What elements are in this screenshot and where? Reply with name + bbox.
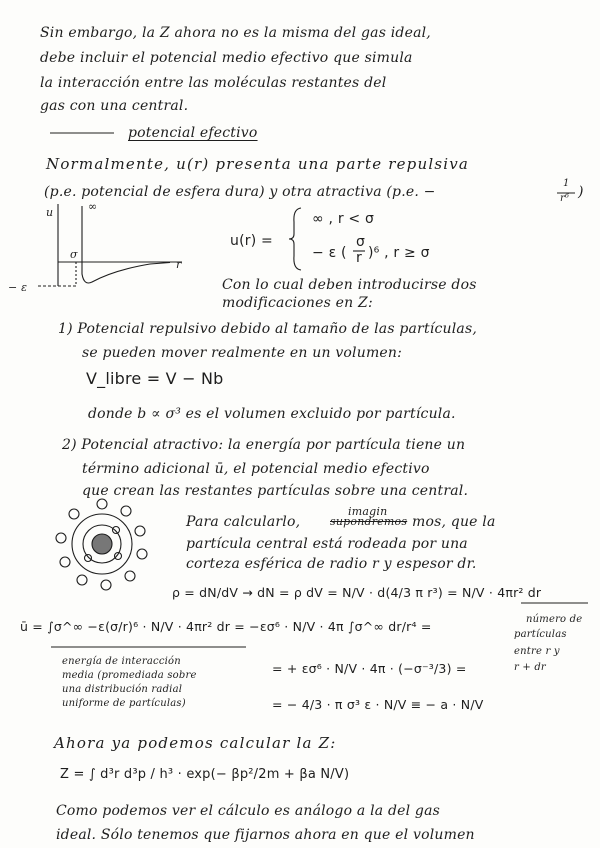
imagine-line-1-before: Para calcularlo, xyxy=(186,514,301,530)
item-1-line-1: 1) Potencial repulsivo debido al tamaño de las partículas, xyxy=(58,321,477,337)
piecewise-brace xyxy=(288,206,304,272)
modification-note-line-2: modificaciones en Z: xyxy=(222,295,373,311)
intro-line-1: Sin embargo, la Z ahora no es la misma del gas ideal, xyxy=(40,25,431,41)
energy-note-line-4: uniforme de partículas) xyxy=(62,698,186,709)
density-formula: ρ = dN/dV → dN = ρ dV = N/V · d(4/3 π r³) = N/V · 4πr² dr xyxy=(172,585,542,600)
ubar-underline xyxy=(50,644,250,650)
potential-formula-lhs: u(r) = xyxy=(230,233,273,249)
ubar-formula-line-3: = − 4/3 · π σ³ ε · N/V ≡ − a · N/V xyxy=(272,697,484,712)
item-1-line-2: se pueden mover realmente en un volumen: xyxy=(82,345,403,361)
graph-label-minus-epsilon: − ε xyxy=(8,281,28,294)
intro-line-4: gas con una central. xyxy=(40,98,189,114)
imagine-line-3: corteza esférica de radio r y espesor dr. xyxy=(186,556,477,572)
potential-formula-case-2-pre: − ε ( xyxy=(312,245,347,261)
graph-label-u: u xyxy=(46,206,54,219)
item-2-line-1: 2) Potencial atractivo: la energía por partícula tiene un xyxy=(62,437,466,453)
graph-label-r: r xyxy=(176,258,182,271)
item-2-line-2: término adicional ū, el potencial medio efectivo xyxy=(82,461,430,477)
energy-note-line-2: media (promediada sobre xyxy=(62,670,197,681)
heading-potencial-efectivo: potencial efectivo xyxy=(128,125,258,141)
conclusion-line-1: Como podemos ver el cálculo es análogo a la del gas xyxy=(56,803,441,819)
imagine-line-1-struck: supondremos xyxy=(330,515,408,528)
vlibre-formula: V_libre = V − Nb xyxy=(86,369,224,388)
density-note-line-4: r + dr xyxy=(514,662,546,673)
potential-formula-case-2-post: )⁶ , r ≥ σ xyxy=(368,245,430,261)
intro-line-3: la interacción entre las moléculas restantes del xyxy=(40,75,387,91)
potential-formula-case-1: ∞ , r < σ xyxy=(312,211,375,227)
energy-note-line-1: energía de interacción xyxy=(62,656,181,667)
now-calculate-z: Ahora ya podemos calcular la Z: xyxy=(54,734,337,752)
fraction-denominator: r⁶ xyxy=(560,193,570,204)
heading-dash xyxy=(48,128,118,138)
density-underline xyxy=(520,600,590,606)
density-note-line-1: número de xyxy=(526,614,583,625)
conclusion-line-2: ideal. Sólo tenemos que fijarnos ahora en que el volumen xyxy=(56,827,475,843)
energy-note-line-3: una distribución radial xyxy=(62,684,183,695)
ubar-formula-line-2: = + εσ⁶ · N/V · 4π · (−σ⁻³/3) = xyxy=(272,661,467,676)
density-note-line-2: partículas xyxy=(514,629,567,640)
potential-formula-case-2-num: σ xyxy=(356,234,366,250)
fraction-numerator: 1 xyxy=(563,178,570,189)
imagine-line-1-after: mos, que la xyxy=(412,514,496,530)
potential-description-line-1: Normalmente, u(r) presenta una parte repulsiva xyxy=(46,155,470,173)
density-note-line-3: entre r y xyxy=(514,646,560,657)
potential-description-line-2: (p.e. potencial de esfera dura) y otra atractiva (p.e. − xyxy=(44,184,436,200)
graph-label-sigma: σ xyxy=(70,248,78,261)
graph-label-infinity: ∞ xyxy=(88,200,98,213)
imagine-line-2: partícula central está rodeada por una xyxy=(186,536,468,552)
particle-shell-diagram xyxy=(52,494,152,594)
b-definition: donde b ∝ σ³ es el volumen excluido por partícula. xyxy=(88,406,456,422)
potential-formula-case-2-den: r xyxy=(356,250,362,266)
ubar-formula-line-1: ū = ∫σ^∞ −ε(σ/r)⁶ · N/V · 4πr² dr = −εσ⁶ · N/V · 4π ∫σ^∞ dr/r⁴ = xyxy=(20,619,432,634)
potential-graph xyxy=(30,200,190,295)
item-2-line-3: que crean las restantes partículas sobre una central. xyxy=(82,483,469,499)
intro-line-2: debe incluir el potencial medio efectivo que simula xyxy=(40,50,413,66)
imagine-insertion: imagin xyxy=(348,505,388,518)
fraction-close-paren: ) xyxy=(578,184,584,200)
z-formula: Z = ∫ d³r d³p / h³ · exp(− βp²/2m + βa N/V) xyxy=(60,767,350,782)
modification-note-line-1: Con lo cual deben introducirse dos xyxy=(222,277,477,293)
